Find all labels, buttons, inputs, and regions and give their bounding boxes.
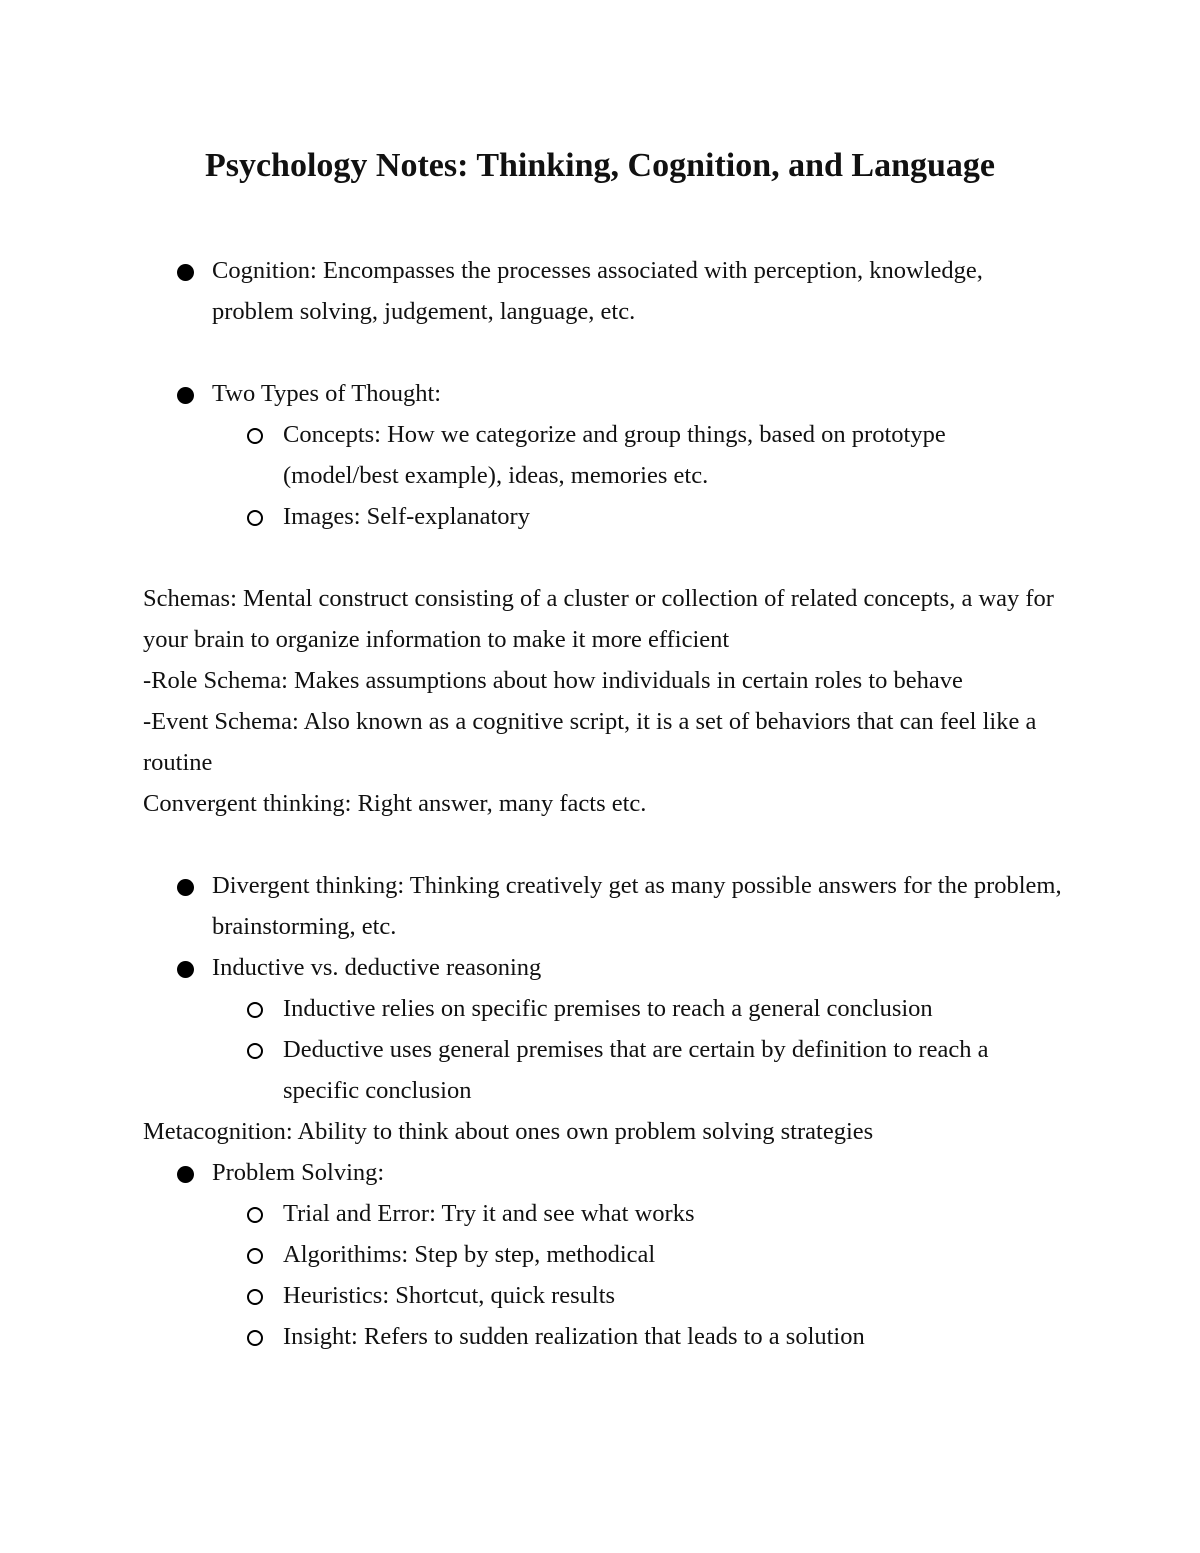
sub-item-trial-error xyxy=(143,1193,1063,1234)
sub-item-text: Algorithims: Step by step, methodical xyxy=(283,1241,656,1268)
spacer xyxy=(143,332,1063,373)
paragraph-schemas: Schemas: Mental construct consisting of a cluster or collection of related concepts, a way for your brain to organize information to make it more efficient xyxy=(143,585,1054,653)
bullet-item-cognition xyxy=(143,250,1063,332)
hollow-bullet-icon xyxy=(247,428,263,444)
spacer xyxy=(143,537,1063,578)
bullet-item-divergent xyxy=(143,865,1063,947)
filled-bullet-icon xyxy=(177,264,194,281)
sub-item-text: Inductive relies on specific premises to reach a general conclusion xyxy=(283,995,933,1022)
hollow-bullet-icon xyxy=(247,1002,263,1018)
sub-item-text: Trial and Error: Try it and see what works xyxy=(283,1200,695,1227)
sub-item-deductive xyxy=(143,1029,1063,1111)
bullet-text: Problem Solving: xyxy=(212,1159,385,1186)
filled-bullet-icon xyxy=(177,879,194,896)
hollow-bullet-icon xyxy=(247,1248,263,1264)
spacer xyxy=(143,824,1063,865)
sub-item-text: Heuristics: Shortcut, quick results xyxy=(283,1282,616,1309)
bullet-item-problem-solving xyxy=(143,1152,1063,1193)
sub-item-text: Images: Self-explanatory xyxy=(283,503,530,530)
sub-item-algorithms xyxy=(143,1234,1063,1275)
sub-item-images xyxy=(143,496,1063,537)
hollow-bullet-icon xyxy=(247,1330,263,1346)
paragraph-metacognition: Metacognition: Ability to think about ones own problem solving strategies xyxy=(143,1118,874,1145)
sub-item-inductive xyxy=(143,988,1063,1029)
bullet-text: Inductive vs. deductive reasoning xyxy=(212,954,542,981)
filled-bullet-icon xyxy=(177,1166,194,1183)
bullet-item-two-types xyxy=(143,373,1063,414)
bullet-text: Divergent thinking: Thinking creatively get as many possible answers for the problem, brainstorming, etc. xyxy=(212,872,1062,940)
paragraph-event-schema: -Event Schema: Also known as a cognitive script, it is a set of behaviors that can feel like a routine xyxy=(143,708,1037,776)
hollow-bullet-icon xyxy=(247,1207,263,1223)
filled-bullet-icon xyxy=(177,961,194,978)
hollow-bullet-icon xyxy=(247,1289,263,1305)
bullet-text: Cognition: Encompasses the processes associated with perception, knowledge, problem solving, judgement, language, etc. xyxy=(212,257,983,325)
bullet-text: Two Types of Thought: xyxy=(212,380,442,407)
paragraph-convergent: Convergent thinking: Right answer, many facts etc. xyxy=(143,790,647,817)
hollow-bullet-icon xyxy=(247,510,263,526)
sub-item-concepts xyxy=(143,414,1063,496)
sub-item-text: Concepts: How we categorize and group things, based on prototype (model/best example), ideas, memories etc. xyxy=(283,421,946,489)
paragraph-role-schema: -Role Schema: Makes assumptions about how individuals in certain roles to behave xyxy=(143,667,963,694)
sub-item-text: Insight: Refers to sudden realization that leads to a solution xyxy=(283,1323,865,1350)
sub-item-heuristics xyxy=(143,1275,1063,1316)
sub-item-text: Deductive uses general premises that are certain by definition to reach a specific conclusion xyxy=(283,1036,989,1104)
filled-bullet-icon xyxy=(177,387,194,404)
hollow-bullet-icon xyxy=(247,1043,263,1059)
bullet-item-inductive-vs-deductive xyxy=(143,947,1063,988)
page-title: Psychology Notes: Thinking, Cognition, and Language xyxy=(204,147,996,184)
sub-item-insight xyxy=(143,1316,1063,1357)
notes-body xyxy=(143,250,1063,1357)
